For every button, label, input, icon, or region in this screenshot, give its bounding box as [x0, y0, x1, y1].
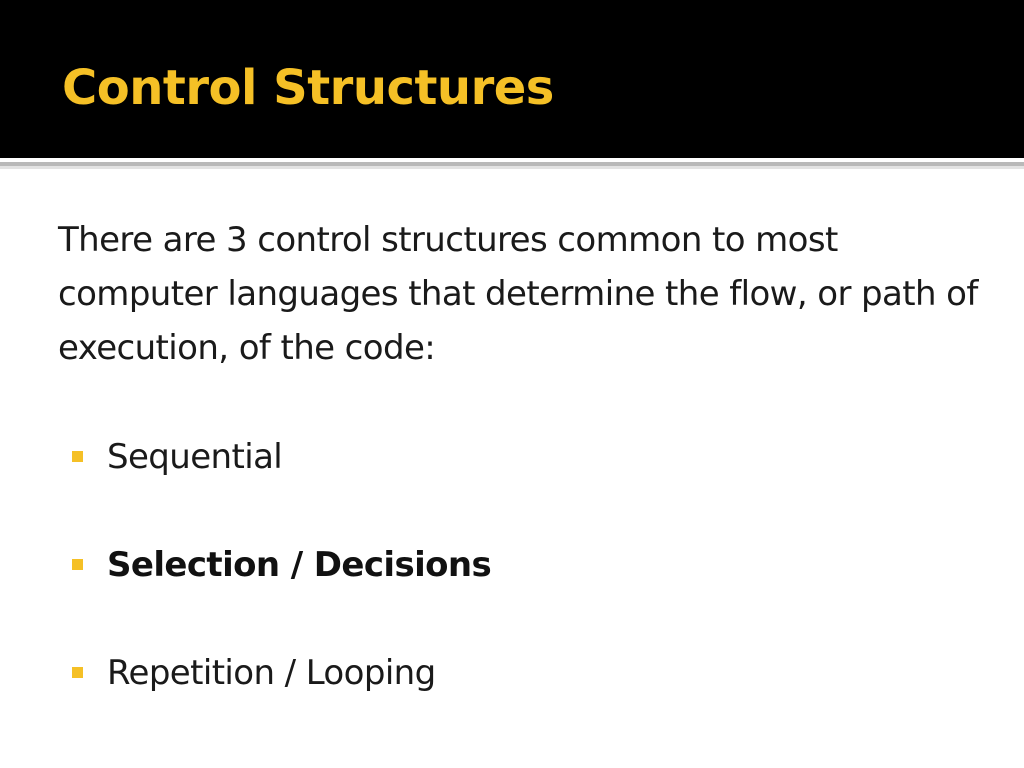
title-bar [0, 0, 1024, 158]
bullet-label-sequential: Sequential [107, 437, 283, 477]
list-item [72, 646, 491, 754]
square-bullet-icon [72, 667, 83, 678]
slide-title: Control Structures [62, 60, 554, 116]
list-item [72, 430, 491, 538]
bullet-label-selection: Selection / Decisions [107, 545, 492, 585]
bullet-list [72, 430, 491, 754]
title-divider-shadow [0, 166, 1024, 169]
square-bullet-icon [72, 559, 83, 570]
square-bullet-icon [72, 451, 83, 462]
bullet-label-repetition: Repetition / Looping [107, 653, 436, 693]
body-paragraph: There are 3 control structures common to most computer languages that determine the flow, or path of execution, of the code: [58, 220, 978, 368]
list-item [72, 538, 491, 646]
